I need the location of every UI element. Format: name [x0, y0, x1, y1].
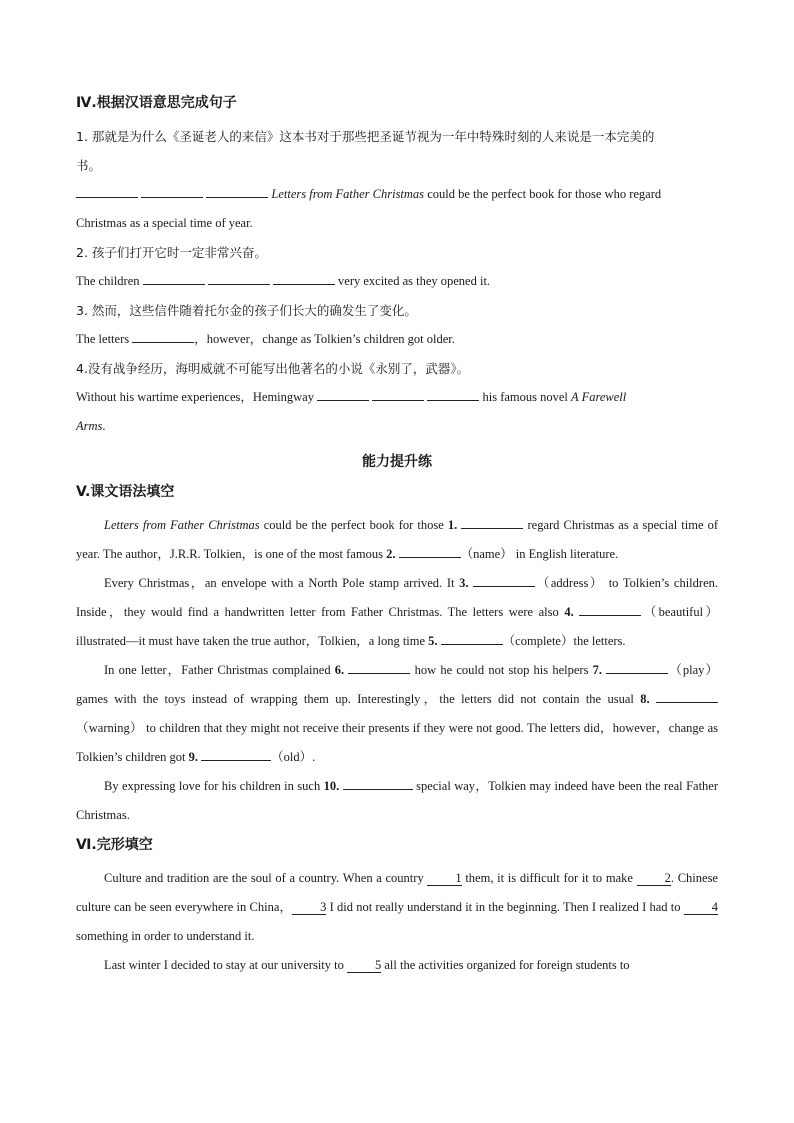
answer-blank[interactable] [372, 388, 424, 401]
grammar-paragraph-3 [76, 656, 718, 772]
paragraph-text: . Chinese culture can be seen everywhere in China， [76, 871, 718, 914]
q1-chinese: 1. 那就是为什么《圣诞老人的来信》这本书对于那些把圣诞节视为一年中特殊时刻的人来说是一本完美的 [76, 129, 655, 144]
grammar-paragraph-2 [76, 569, 718, 656]
paragraph-text: something in order to understand it. [76, 929, 255, 943]
item-number: 3. [459, 576, 469, 590]
item-number: 5. [428, 634, 438, 648]
book-title: Letters from Father Christmas [104, 518, 260, 532]
paragraph-text: I did not really understand it in the beginning. Then I realized I had to [326, 900, 684, 914]
q3-english-end: ，however，change as Tolkien’s children got older. [194, 332, 455, 346]
answer-blank[interactable] [348, 661, 410, 674]
answer-blank[interactable] [343, 777, 413, 790]
q4-english-mid: his famous novel [479, 390, 572, 404]
section-4-title: Ⅳ.根据汉语意思完成句子 [76, 95, 237, 111]
item-number: 6. [334, 663, 345, 677]
q1-chinese-cont: 书。 [76, 158, 102, 173]
answer-blank[interactable] [132, 330, 194, 343]
answer-blank[interactable] [656, 690, 718, 703]
item-number: 10. [323, 779, 340, 793]
paragraph-text: （beautiful） illustrated—it must have taken the true author，Tolkien，a long time [76, 605, 719, 648]
answer-blank[interactable] [606, 661, 668, 674]
paragraph-text: （complete）the letters. [502, 634, 626, 648]
grammar-paragraph-1 [76, 511, 718, 569]
paragraph-text: all the activities organized for foreign students to [381, 958, 630, 972]
cloze-blank[interactable]: 5 [347, 958, 381, 973]
cloze-blank[interactable]: 4 [684, 900, 718, 915]
item-number: 4. [564, 605, 574, 619]
cloze-blank[interactable]: 1 [427, 871, 461, 886]
q2-english [76, 267, 718, 296]
grammar-paragraph-4 [76, 772, 718, 830]
item-number: 7. [592, 663, 603, 677]
q1-english [76, 180, 718, 209]
answer-blank[interactable] [441, 632, 503, 645]
paragraph-text: （address） to Tolkien’s children. Inside，they would find a handwritten letter from Father Christmas. The letters were also [76, 576, 718, 619]
section-heading: 能力提升练 [362, 454, 432, 470]
answer-blank[interactable] [201, 748, 271, 761]
cloze-blank[interactable]: 3 [292, 900, 326, 915]
cloze-paragraph-2 [76, 951, 718, 980]
q4-end-punct: . [102, 419, 106, 433]
paragraph-text: special way，Tolkien may indeed have been the real Father Christmas. [76, 779, 718, 822]
paragraph-text: regard Christmas as a special time of year. The author，J.R.R. Tolkien，is one of the most famous [76, 518, 718, 561]
q1-english-text: could be the perfect book for those who regard [424, 187, 662, 201]
q4-english-cont [76, 412, 718, 441]
paragraph-text: （warning） to children that they might not receive their presents if they were not good. The letters did，however，change as Tolkien’s children got [76, 721, 718, 764]
q3-english [76, 325, 718, 354]
q2-chinese: 2. 孩子们打开它时一定非常兴奋。 [76, 245, 267, 260]
answer-blank[interactable] [399, 545, 461, 558]
paragraph-text: them, it is difficult for it to make [461, 871, 637, 885]
item-number: 8. [640, 692, 650, 706]
answer-blank[interactable] [461, 516, 523, 529]
item-number: 2. [386, 547, 396, 561]
paragraph-text: how he could not stop his helpers [410, 663, 593, 677]
q3-english-start: The letters [76, 332, 133, 346]
cloze-blank[interactable]: 2 [637, 871, 671, 886]
section-6-title: Ⅵ.完形填空 [76, 837, 153, 853]
novel-title-cont: Arms [76, 419, 103, 433]
paragraph-text: Culture and tradition are the soul of a country. When a country [104, 871, 428, 885]
q2-english-end: very excited as they opened it. [334, 274, 491, 288]
q4-chinese: 4.没有战争经历，海明威就不可能写出他著名的小说《永别了，武器》。 [76, 361, 470, 376]
item-number: 9. [188, 750, 199, 764]
cloze-paragraph-1 [76, 864, 718, 951]
answer-blank[interactable] [317, 388, 369, 401]
paragraph-text: Every Christmas，an envelope with a North Pole stamp arrived. It [104, 576, 460, 590]
answer-blank[interactable] [206, 185, 268, 198]
paragraph-text: In one letter，Father Christmas complained [104, 663, 335, 677]
item-number: 1. [447, 518, 458, 532]
paragraph-text: （old）. [271, 750, 316, 764]
q4-english [76, 383, 718, 412]
worksheet-page [76, 92, 718, 980]
answer-blank[interactable] [427, 388, 479, 401]
paragraph-text: （name） in English literature. [460, 547, 619, 561]
answer-blank[interactable] [473, 574, 535, 587]
q3-chinese: 3. 然而，这些信件随着托尔金的孩子们长大的确发生了变化。 [76, 303, 417, 318]
paragraph-text: could be the perfect book for those [259, 518, 448, 532]
paragraph-text: By expressing love for his children in such [104, 779, 324, 793]
q4-english-start: Without his wartime experiences，Hemingway [76, 390, 318, 404]
q2-english-start: The children [76, 274, 143, 288]
answer-blank[interactable] [76, 185, 138, 198]
answer-blank[interactable] [143, 272, 205, 285]
novel-title: A Farewell [571, 390, 627, 404]
q1-english-cont: Christmas as a special time of year. [76, 216, 253, 230]
answer-blank[interactable] [273, 272, 335, 285]
answer-blank[interactable] [141, 185, 203, 198]
paragraph-text: （play） games with the toys instead of wrapping them up. Interestingly，the letters did not contain the usual [76, 663, 719, 706]
book-title: Letters from Father Christmas [271, 187, 425, 201]
answer-blank[interactable] [579, 603, 641, 616]
section-5-title: V.课文语法填空 [76, 484, 175, 500]
paragraph-text: Last winter I decided to stay at our university to [104, 958, 347, 972]
answer-blank[interactable] [208, 272, 270, 285]
